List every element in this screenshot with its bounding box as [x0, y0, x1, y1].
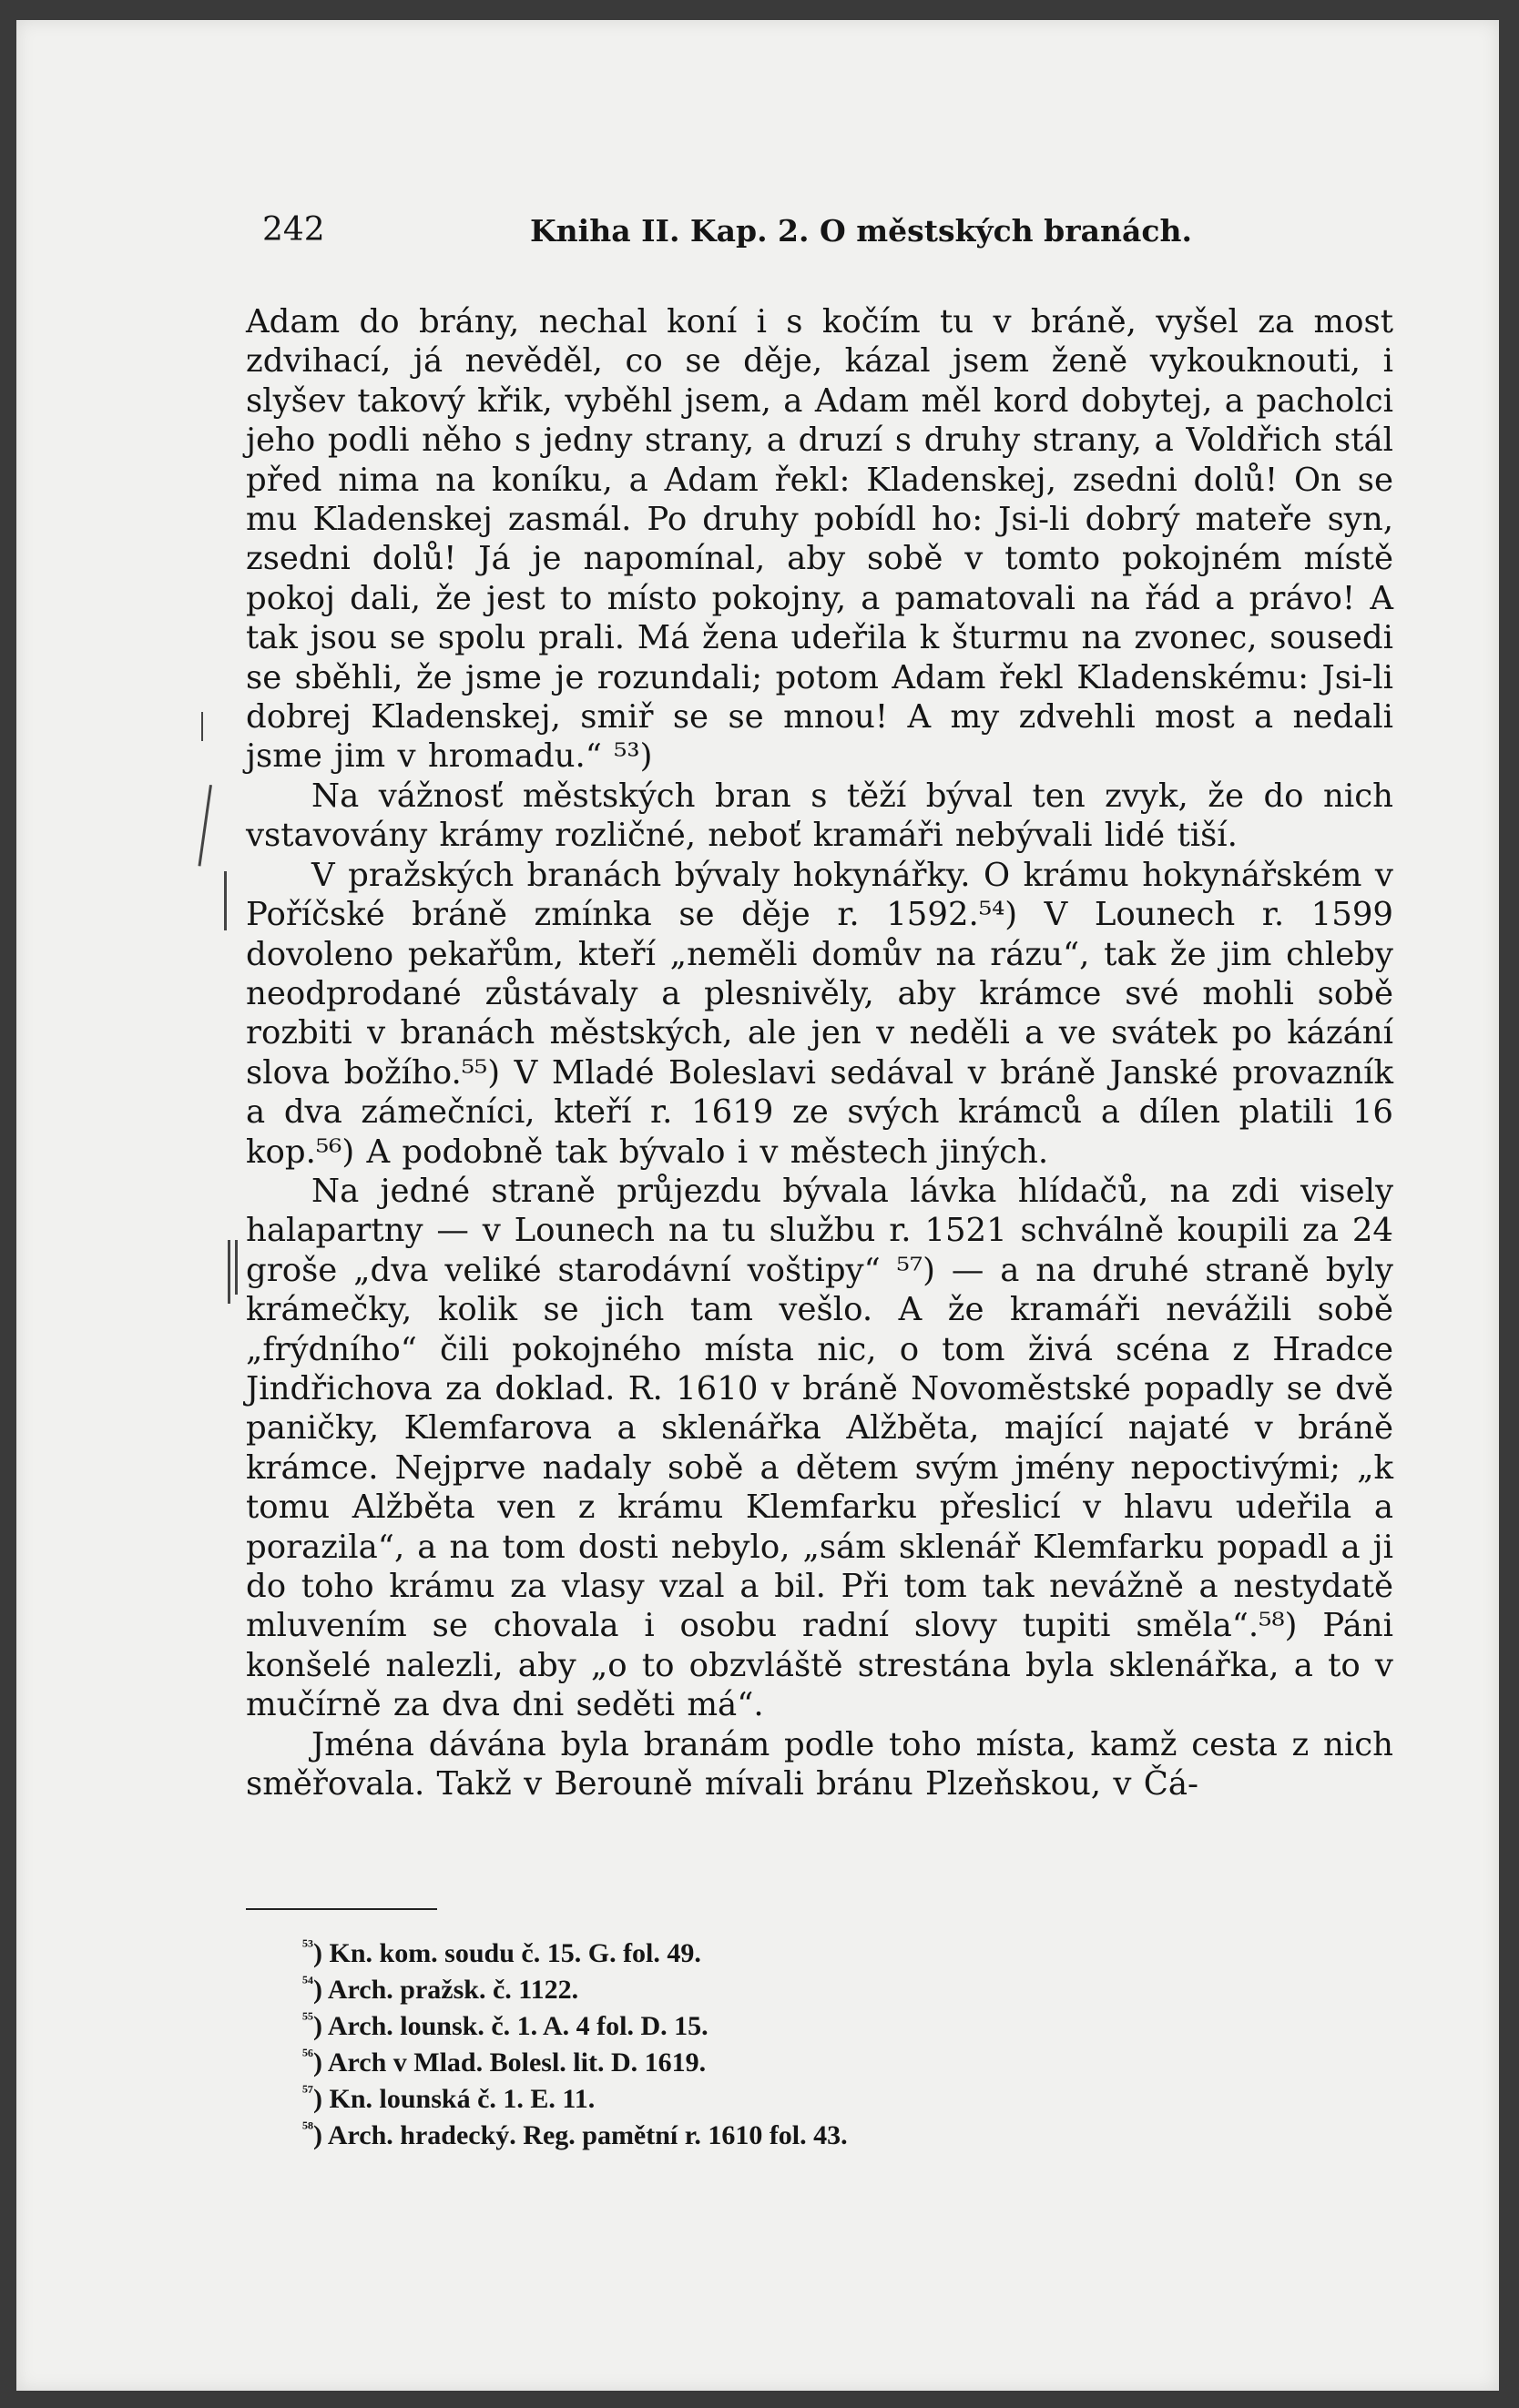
paragraph: Jména dávána byla branám podle toho místa, kamž cesta z nich směřovala. Takž v Berouně mívali bránu Plzeňskou, v Čá-	[246, 1725, 1393, 1803]
footnote-text: ) Arch v Mlad. Bolesl. lit. D. 1619.	[313, 2047, 707, 2078]
footnote-item	[302, 2041, 1213, 2078]
running-title: Kniha II. Kap. 2. O městských branách.	[530, 213, 1192, 249]
margin-pen-mark	[201, 712, 203, 741]
footnote-mark: ⁵⁴	[302, 1973, 313, 1993]
footnote-text: ) Arch. hradecký. Reg. pamětní r. 1610 fol. 43.	[313, 2120, 848, 2150]
footnote-mark: ⁵⁷	[302, 2082, 313, 2102]
footnote-text: ) Arch. pražsk. č. 1122.	[313, 1975, 579, 2005]
book-page	[16, 20, 1499, 2391]
footnote-item	[302, 1968, 1213, 2005]
footnote-text: ) Arch. lounsk. č. 1. A. 4 fol. D. 15.	[313, 2011, 709, 2041]
footnotes	[302, 1932, 1213, 2150]
footnote-item	[302, 2078, 1213, 2114]
margin-pen-mark	[235, 1240, 238, 1295]
footnote-mark: ⁵³	[302, 1936, 313, 1956]
footnote-item	[302, 2005, 1213, 2041]
footnote-mark: ⁵⁸	[302, 2118, 313, 2139]
footnote-text: ) Kn. kom. soudu č. 15. G. fol. 49.	[313, 1938, 701, 1968]
paragraph: V pražských branách bývaly hokynářky. O krámu hokynářském v Poříčské bráně zmínka se děje r. 1592.⁵⁴) V Lounech r. 1599 dovoleno pekařům, kteří „neměli domův na rázu“, tak že jim chleby neodprodané zůstávaly a plesnivěly, aby krámce své mohli sobě rozbiti v branách městských, ale jen v neděli a ve svátek po kázání slova božího.⁵⁵) V Mladé Boleslavi sedával v bráně Janské provazník a dva zámečníci, kteří r. 1619 ze svých krámců a dílen platili 16 kop.⁵⁶) A podobně tak bývalo i v městech jiných.	[246, 856, 1393, 1171]
paragraph: Na vážnosť městských bran s těží býval ten zvyk, že do nich vstavovány krámy rozličné, neboť kramáři nebývali lidé tiší.	[246, 777, 1393, 855]
body-text	[246, 302, 1393, 1803]
page-number: 242	[262, 211, 325, 249]
footnote-mark: ⁵⁶	[302, 2046, 313, 2066]
footnote-text: ) Kn. lounská č. 1. E. 11.	[313, 2084, 596, 2114]
paragraph: Na jedné straně průjezdu bývala lávka hlídačů, na zdi visely halapartny — v Lounech na tu službu r. 1521 schválně koupili za 24 groše „dva veliké starodávní voštipy“ ⁵⁷) — a na druhé straně byly krámečky, kolik se jich tam vešlo. A že kramáři nevážili sobě „frýdního“ čili pokojného místa nic, o tom živá scéna z Hradce Jindřichova za doklad. R. 1610 v bráně Novoměstské popadly se dvě paničky, Klemfarova a sklenářka Alžběta, mající najaté v bráně krámce. Nejprve nadaly sobě a dětem svým jmény nepoctivými; „k tomu Alžběta ven z krámu Klemfarku přeslicí v hlavu udeřila a porazila“, a na tom dosti nebylo, „sám sklenář Klemfarku popadl a ji do toho krámu za vlasy vzal a bil. Při tom tak nevážně a nestydatě mluvením se chovala i osobu radní slovy tupiti směla“.⁵⁸) Páni konšelé nalezli, aby „o to obzvláště strestána byla sklenářka, a to v mučírně za dva dni seděti má“.	[246, 1172, 1393, 1724]
margin-pen-mark	[224, 871, 227, 930]
footnote-mark: ⁵⁵	[302, 2009, 313, 2029]
footnote-rule	[246, 1908, 437, 1910]
margin-pen-mark	[198, 785, 211, 867]
footnote-item	[302, 1932, 1213, 1968]
paragraph-continued: Adam do brány, nechal koní i s kočím tu v bráně, vyšel za most zdvihací, já nevěděl, co se děje, kázal jsem ženě vykouknouti, i slyšev takový křik, vyběhl jsem, a Adam měl kord dobytej, a pacholci jeho podli něho s jedny strany, a druzí s druhy strany, a Voldřich stál před nima na koníku, a Adam řekl: Kladenskej, zsedni dolů! On se mu Kladenskej zasmál. Po druhy pobídl ho: Jsi-li dobrý mateře syn, zsedni dolů! Já je napomínal, aby sobě v tomto pokojném místě pokoj dali, že jest to místo pokojny, a pamatovali na řád a právo! A tak jsou se spolu prali. Má žena udeřila k šturmu na zvonec, sousedi se sběhli, že jsme je rozundali; potom Adam řekl Kladenskému: Jsi-li dobrej Kladenskej, smiř se se mnou! A my zdvehli most a nedali jsme jim v hromadu.“ ⁵³)	[246, 303, 1393, 776]
footnote-item	[302, 2114, 1213, 2150]
margin-pen-mark	[228, 1240, 230, 1304]
